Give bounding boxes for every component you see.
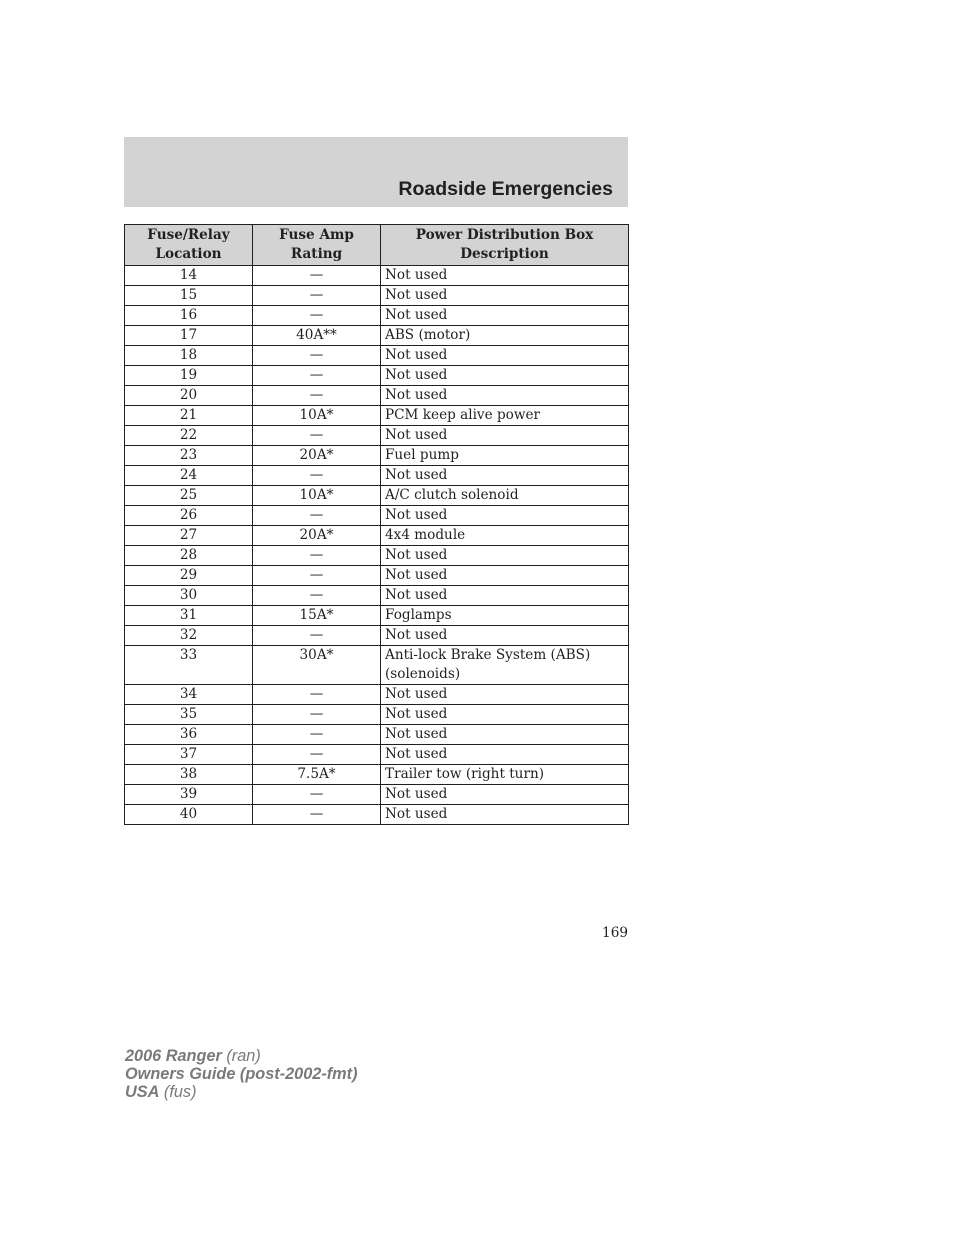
- cell-location: 37: [125, 745, 253, 765]
- cell-rating: —: [253, 506, 381, 526]
- table-row: [125, 406, 629, 426]
- cell-location: 29: [125, 566, 253, 586]
- cell-location: 26: [125, 506, 253, 526]
- cell-description: Not used: [381, 286, 629, 306]
- cell-rating: 20A*: [253, 526, 381, 546]
- table-row: [125, 466, 629, 486]
- cell-rating: —: [253, 386, 381, 406]
- cell-rating: —: [253, 725, 381, 745]
- cell-location: 35: [125, 705, 253, 725]
- cell-location: 39: [125, 785, 253, 805]
- cell-location: 18: [125, 346, 253, 366]
- cell-rating: 10A*: [253, 486, 381, 506]
- cell-description: Not used: [381, 366, 629, 386]
- cell-description: Not used: [381, 346, 629, 366]
- cell-description: Not used: [381, 745, 629, 765]
- cell-description: Not used: [381, 386, 629, 406]
- table-body: [125, 266, 629, 825]
- cell-description: Anti-lock Brake System (ABS) (solenoids): [381, 646, 629, 685]
- cell-location: 31: [125, 606, 253, 626]
- cell-location: 40: [125, 805, 253, 825]
- table-row: [125, 306, 629, 326]
- page-number: 169: [602, 925, 628, 941]
- cell-description: Not used: [381, 506, 629, 526]
- cell-description: Foglamps: [381, 606, 629, 626]
- cell-rating: —: [253, 286, 381, 306]
- cell-location: 30: [125, 586, 253, 606]
- table-row: [125, 526, 629, 546]
- cell-description: 4x4 module: [381, 526, 629, 546]
- footer-line-market: USA (fus): [125, 1083, 197, 1101]
- cell-description: Not used: [381, 266, 629, 286]
- table-row: [125, 486, 629, 506]
- table-row: [125, 566, 629, 586]
- table-row: [125, 586, 629, 606]
- column-header-rating: Fuse Amp Rating: [253, 225, 381, 266]
- column-header-description: Power Distribution Box Description: [381, 225, 629, 266]
- table-row: [125, 506, 629, 526]
- cell-location: 34: [125, 685, 253, 705]
- table-row: [125, 606, 629, 626]
- table-row: [125, 805, 629, 825]
- table-row: [125, 366, 629, 386]
- cell-location: 33: [125, 646, 253, 685]
- table-row: [125, 626, 629, 646]
- cell-location: 32: [125, 626, 253, 646]
- table-row: [125, 326, 629, 346]
- cell-location: 16: [125, 306, 253, 326]
- cell-location: 24: [125, 466, 253, 486]
- column-header-location: Fuse/Relay Location: [125, 225, 253, 266]
- cell-rating: 7.5A*: [253, 765, 381, 785]
- table-row: [125, 646, 629, 685]
- cell-location: 28: [125, 546, 253, 566]
- cell-rating: 15A*: [253, 606, 381, 626]
- cell-location: 38: [125, 765, 253, 785]
- section-header-band: [124, 137, 628, 207]
- cell-location: 15: [125, 286, 253, 306]
- cell-location: 27: [125, 526, 253, 546]
- footer-line-guide: Owners Guide (post-2002-fmt): [125, 1065, 358, 1083]
- table-row: [125, 745, 629, 765]
- cell-description: Fuel pump: [381, 446, 629, 466]
- table-row: [125, 725, 629, 745]
- cell-description: Not used: [381, 306, 629, 326]
- cell-rating: —: [253, 705, 381, 725]
- cell-description: PCM keep alive power: [381, 406, 629, 426]
- cell-location: 17: [125, 326, 253, 346]
- cell-rating: —: [253, 346, 381, 366]
- table-row: [125, 705, 629, 725]
- cell-rating: —: [253, 805, 381, 825]
- cell-description: Not used: [381, 805, 629, 825]
- footer-line-model: 2006 Ranger (ran): [125, 1047, 261, 1065]
- cell-location: 14: [125, 266, 253, 286]
- table-header-row: [125, 225, 629, 266]
- cell-rating: —: [253, 685, 381, 705]
- section-title: Roadside Emergencies: [398, 178, 613, 200]
- cell-location: 23: [125, 446, 253, 466]
- table-row: [125, 266, 629, 286]
- document-footer: [125, 1047, 358, 1101]
- cell-description: Trailer tow (right turn): [381, 765, 629, 785]
- table-row: [125, 286, 629, 306]
- cell-location: 36: [125, 725, 253, 745]
- cell-description: Not used: [381, 566, 629, 586]
- cell-description: Not used: [381, 466, 629, 486]
- cell-description: Not used: [381, 426, 629, 446]
- cell-rating: 40A**: [253, 326, 381, 346]
- cell-rating: —: [253, 306, 381, 326]
- cell-rating: —: [253, 785, 381, 805]
- cell-rating: —: [253, 626, 381, 646]
- table-row: [125, 785, 629, 805]
- table-row: [125, 685, 629, 705]
- table-row: [125, 426, 629, 446]
- cell-rating: 20A*: [253, 446, 381, 466]
- cell-rating: —: [253, 546, 381, 566]
- cell-description: Not used: [381, 785, 629, 805]
- cell-description: Not used: [381, 546, 629, 566]
- table-row: [125, 446, 629, 466]
- table-row: [125, 386, 629, 406]
- cell-rating: 10A*: [253, 406, 381, 426]
- cell-rating: 30A*: [253, 646, 381, 685]
- table-row: [125, 765, 629, 785]
- cell-rating: —: [253, 266, 381, 286]
- cell-description: Not used: [381, 586, 629, 606]
- cell-description: Not used: [381, 685, 629, 705]
- cell-rating: —: [253, 426, 381, 446]
- cell-location: 19: [125, 366, 253, 386]
- table-header: [125, 225, 629, 266]
- fuse-table: [124, 224, 629, 825]
- table-row: [125, 546, 629, 566]
- cell-description: A/C clutch solenoid: [381, 486, 629, 506]
- cell-description: Not used: [381, 705, 629, 725]
- cell-rating: —: [253, 566, 381, 586]
- table-row: [125, 346, 629, 366]
- cell-description: ABS (motor): [381, 326, 629, 346]
- cell-location: 22: [125, 426, 253, 446]
- cell-rating: —: [253, 745, 381, 765]
- cell-location: 25: [125, 486, 253, 506]
- cell-description: Not used: [381, 626, 629, 646]
- cell-rating: —: [253, 586, 381, 606]
- cell-rating: —: [253, 466, 381, 486]
- cell-location: 20: [125, 386, 253, 406]
- cell-location: 21: [125, 406, 253, 426]
- cell-description: Not used: [381, 725, 629, 745]
- cell-rating: —: [253, 366, 381, 386]
